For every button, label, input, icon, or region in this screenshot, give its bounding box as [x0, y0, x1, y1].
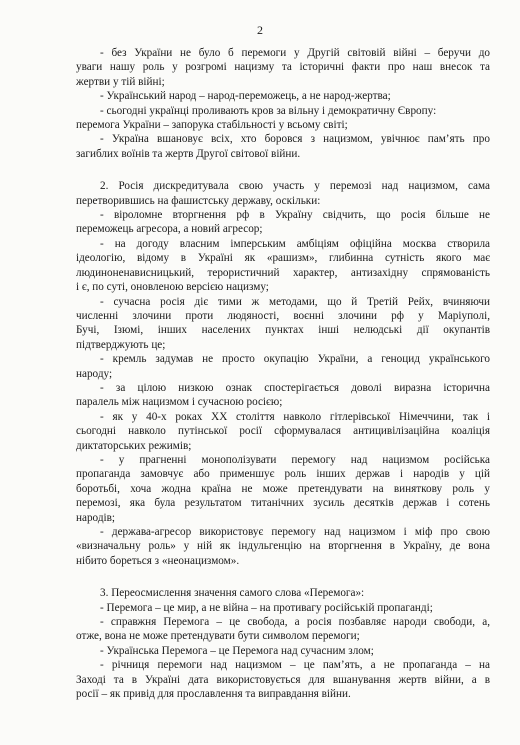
text-line: сьогодні навколо путінської росії сформувалася антицивілізаційна коаліція — [76, 425, 490, 438]
text-line: народів; — [76, 511, 116, 524]
text-line: переможець агресора, а новий агресор; — [76, 223, 263, 236]
text-line: - справжня Перемога – це свобода, а росія позбавляє народи свободи, а, — [100, 616, 490, 629]
text-line: - кремль задумав не просто окупацію України, а геноцид українського — [100, 353, 490, 366]
text-line: перемозі, яка була результатом титанічних зусиль десятків держав і сотень — [76, 497, 490, 510]
text-line: отже, вона не може претендувати бути символом перемоги; — [76, 630, 360, 643]
text-line: - на догоду власним імперським амбіціям офіційна москва створила — [100, 237, 490, 250]
text-line: - річниця перемоги над нацизмом – це пам’ять, а не пропаганда – на — [100, 659, 490, 672]
text-line: ідеологію, відому в Україні як «рашизм», глибинна сутність якого має — [76, 252, 490, 265]
text-line: - сучасна росія діє тими ж методами, що й Третій Рейх, вчиняючи — [100, 295, 490, 308]
text-line: - Український народ – народ-переможець, а не народ-жертва; — [100, 90, 391, 103]
text-line: нібито бореться з «неонацизмом». — [76, 554, 240, 567]
text-line: - у прагненні монополізувати перемогу над нацизмом російська — [100, 453, 490, 466]
section-heading: 3. Переосмислення значення самого слова «Перемога»: — [100, 587, 365, 600]
text-line: - держава-агресор використовує перемогу над нацизмом і міф про свою — [100, 526, 490, 538]
text-line: «визначальну роль» у ній як індульгенцію на вторгнення в Україну, де вона — [76, 540, 490, 553]
text-line: - сьогодні українці проливають кров за вільну і демократичну Європу: — [100, 104, 437, 117]
page-number: 2 — [257, 23, 263, 37]
document-body — [76, 46, 490, 701]
text-line: численні злочини проти людяності, воєнні злочини рф у Маріуполі, — [76, 309, 490, 322]
text-line: загиблих воїнів та жертв Другої світової війни. — [76, 147, 301, 160]
text-line: - за цілою низкою ознак спостерігається доволі виразна історична — [100, 381, 490, 394]
text-line: - Перемога – це мир, а не війна – на противагу російській пропаганді; — [100, 601, 433, 614]
text-line: підтверджують це; — [76, 338, 166, 351]
text-line: диктаторських режимів; — [76, 439, 192, 452]
text-line: і є, по суті, оновленою версією нацизму; — [76, 281, 269, 294]
text-line: перетворившись на фашистську державу, оскільки: — [76, 194, 321, 207]
text-line: - як у 40-х роках XX століття навколо гітлерівської Німеччини, так і — [100, 410, 490, 423]
text-line: Заході та в Україні дата використовується для вшанування жертв війни, а в — [76, 673, 490, 686]
text-line: - Україна вшановує всіх, хто боровся з нацизмом, увічнює пам’ять про — [100, 133, 490, 146]
text-line: уваги нашу роль у розгромі нацизму та історичні факти про наш внесок та — [76, 61, 490, 74]
text-line: паралель між нацизмом і сучасною росією; — [76, 396, 283, 409]
text-line: пропаганда замовчує або применшує роль інших держав і народів у цій — [76, 468, 490, 481]
text-line: жертви у тій війні; — [76, 75, 165, 88]
text-line: людиноненависницький, терористичний характер, антизахідну спрямованість — [76, 266, 490, 279]
text-line: народу; — [76, 367, 113, 380]
text-line: - віроломне вторгнення рф в Україну свідчить, що росія більше не — [100, 209, 490, 222]
text-line: - Українська Перемога – це Перемога над сучасним злом; — [100, 644, 374, 657]
text-line: перемога України – запорука стабільності у всьому світі; — [76, 119, 348, 132]
section-heading: 2. Росія дискредитувала свою участь у перемозі над нацизмом, сама — [100, 180, 490, 193]
text-line: росії – як привід для прославлення та виправдання війни. — [76, 688, 351, 701]
text-line: боротьбі, хоча жодна країна не може претендувати на виняткову роль у — [76, 482, 490, 495]
text-line: Бучі, Ізюмі, інших населених пунктах інші нелюдські дії окупантів — [76, 324, 490, 337]
text-line: - без України не було б перемоги у Другій світовій війні – беручи до — [100, 47, 490, 59]
